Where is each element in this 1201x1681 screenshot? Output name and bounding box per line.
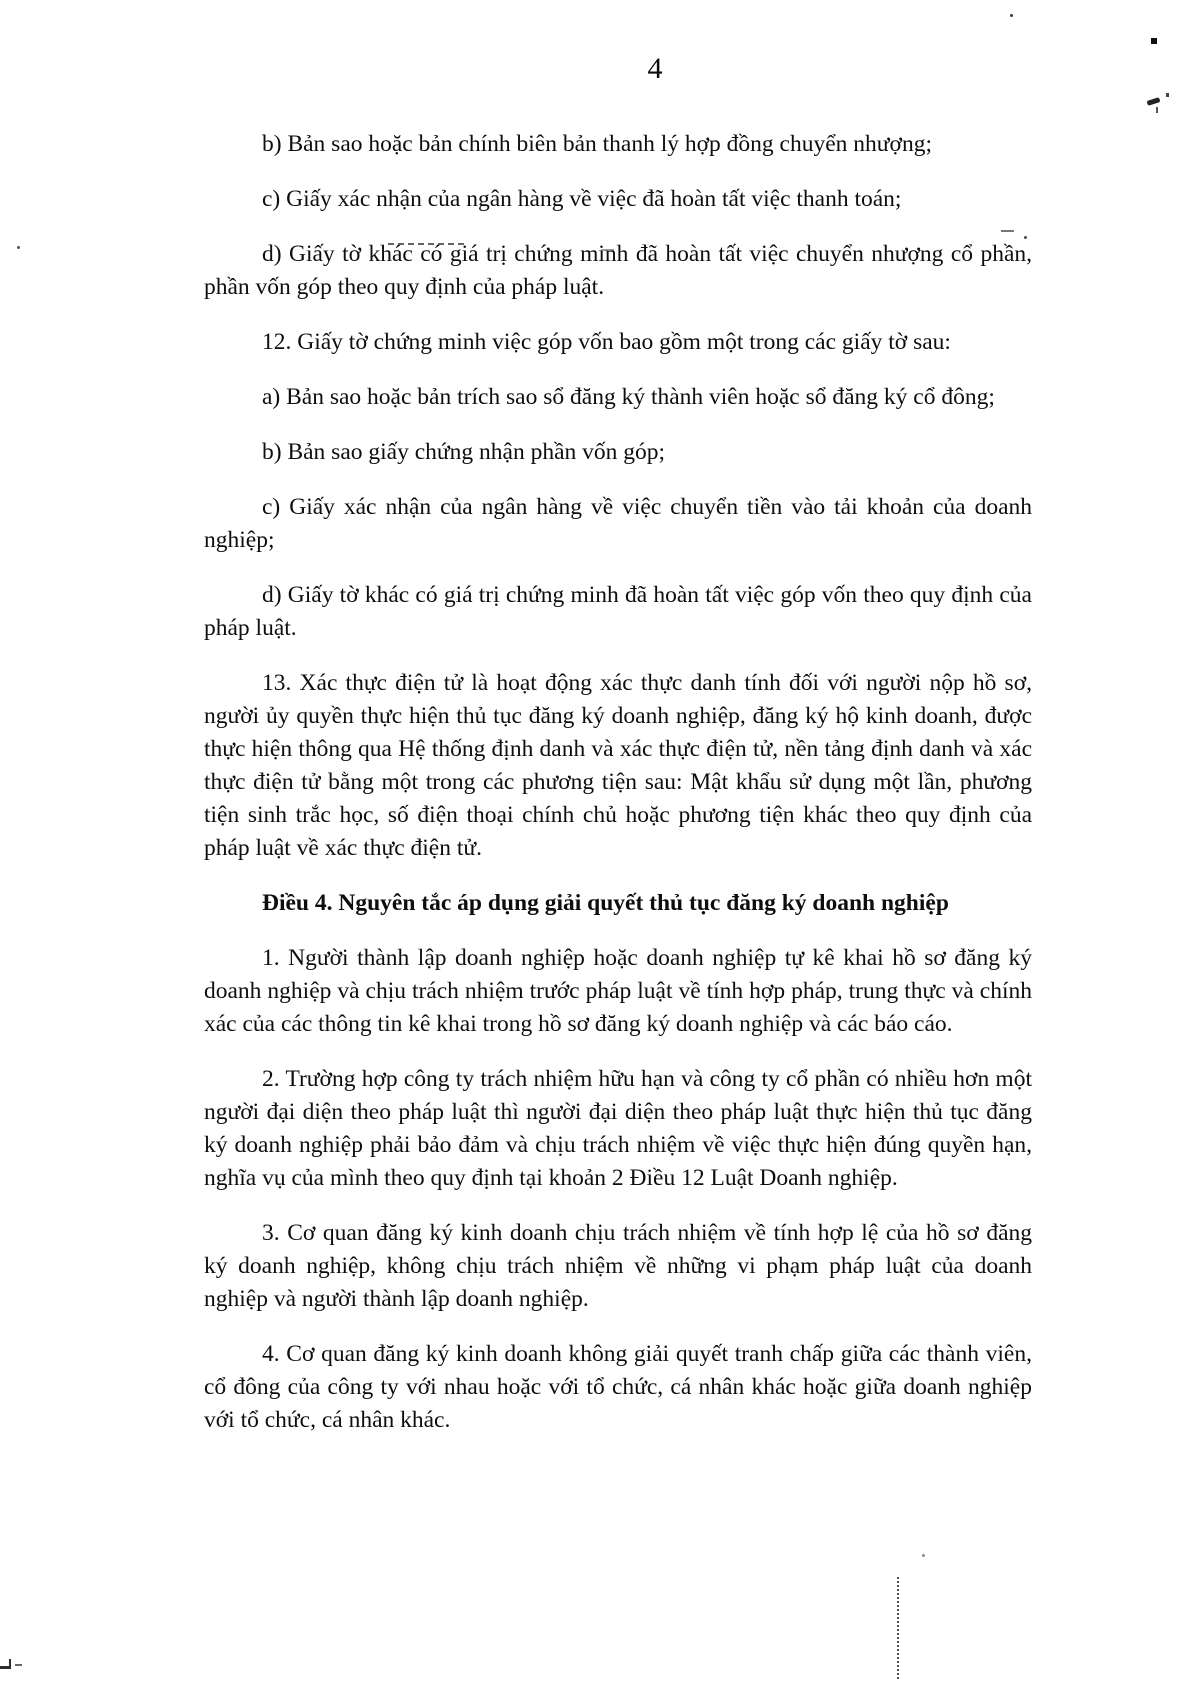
clause-12-b-capital-certificate: b) Bản sao giấy chứng nhận phần vốn góp; <box>262 439 666 465</box>
clause-12-d-other-proof: d) Giấy tờ khác có giá trị chứng minh đã hoàn tất việc góp vốn theo quy định của pháp luật. <box>204 582 1032 641</box>
document-body <box>204 128 1032 1459</box>
scan-artifact-corner-mark <box>0 1666 11 1669</box>
article-4-point-2: 2. Trường hợp công ty trách nhiệm hữu hạn và công ty cổ phần có nhiều hơn một người đại diện theo pháp luật thì người đại diện theo pháp luật thực hiện thủ tục đăng ký doanh nghiệp phải bảo đảm và chịu trách nhiệm về việc thực hiện đúng quyền hạn, nghĩa vụ của mình theo quy định tại khoản 2 Điều 12 Luật Doanh nghiệp. <box>204 1066 1032 1191</box>
scan-artifact-speck <box>922 1554 925 1557</box>
scan-artifact-tick <box>1147 97 1161 106</box>
scan-artifact-tick <box>1166 93 1169 97</box>
subclause-b-liquidation-record: b) Bản sao hoặc bản chính biên bản thanh lý hợp đồng chuyển nhượng; <box>262 131 932 157</box>
clause-13-e-authentication: 13. Xác thực điện tử là hoạt động xác thực danh tính đối với người nộp hồ sơ, người ủy quyền thực hiện thủ tục đăng ký doanh nghiệp, đăng ký hộ kinh doanh, được thực hiện thông qua Hệ thống định danh và xác thực điện tử, nền tảng định danh và xác thực điện tử bằng một trong các phương tiện sau: Mật khẩu sử dụng một lần, phương tiện sinh trắc học, số điện thoại chính chủ hoặc phương tiện khác theo quy định của pháp luật về xác thực điện tử. <box>204 670 1032 861</box>
scan-artifact-dotted-vertical-line <box>897 1577 899 1679</box>
article-4-point-3: 3. Cơ quan đăng ký kinh doanh chịu trách nhiệm về tính hợp lệ của hồ sơ đăng ký doanh nghiệp, không chịu trách nhiệm về những vi phạm pháp luật của doanh nghiệp và người thành lập doanh nghiệp. <box>204 1220 1032 1312</box>
page-number: 4 <box>647 52 663 85</box>
scan-artifact-speck <box>17 246 20 249</box>
scan-artifact-corner-mark <box>15 1664 22 1666</box>
subclause-c-bank-confirmation: c) Giấy xác nhận của ngân hàng về việc đã hoàn tất việc thanh toán; <box>262 186 902 212</box>
article-4-point-1: 1. Người thành lập doanh nghiệp hoặc doanh nghiệp tự kê khai hồ sơ đăng ký doanh nghiệp và chịu trách nhiệm trước pháp luật về tính hợp pháp, trung thực và chính xác của các thông tin kê khai trong hồ sơ đăng ký doanh nghiệp và các báo cáo. <box>204 945 1032 1037</box>
clause-12-a-member-register: a) Bản sao hoặc bản trích sao sổ đăng ký thành viên hoặc sổ đăng ký cổ đông; <box>262 384 995 410</box>
article-4-point-4: 4. Cơ quan đăng ký kinh doanh không giải quyết tranh chấp giữa các thành viên, cổ đông của công ty với nhau hoặc với tổ chức, cá nhân khác hoặc giữa doanh nghiệp với tổ chức, cá nhân khác. <box>204 1341 1032 1433</box>
scan-artifact-tick <box>1156 107 1158 113</box>
scan-artifact-square <box>1151 38 1157 44</box>
article-4-heading: Điều 4. Nguyên tắc áp dụng giải quyết thủ tục đăng ký doanh nghiệp <box>262 890 949 916</box>
clause-12-c-bank-transfer: c) Giấy xác nhận của ngân hàng về việc chuyển tiền vào tải khoản của doanh nghiệp; <box>204 494 1032 553</box>
subclause-d-other-documents: d) Giấy tờ khác có giá trị chứng minh đã hoàn tất việc chuyển nhượng cổ phần, phần vốn góp theo quy định của pháp luật. <box>204 241 1032 300</box>
clause-12-intro: 12. Giấy tờ chứng minh việc góp vốn bao gồm một trong các giấy tờ sau: <box>262 329 951 355</box>
scan-artifact-corner-mark <box>9 1659 11 1669</box>
scan-artifact-speck <box>1010 14 1013 17</box>
